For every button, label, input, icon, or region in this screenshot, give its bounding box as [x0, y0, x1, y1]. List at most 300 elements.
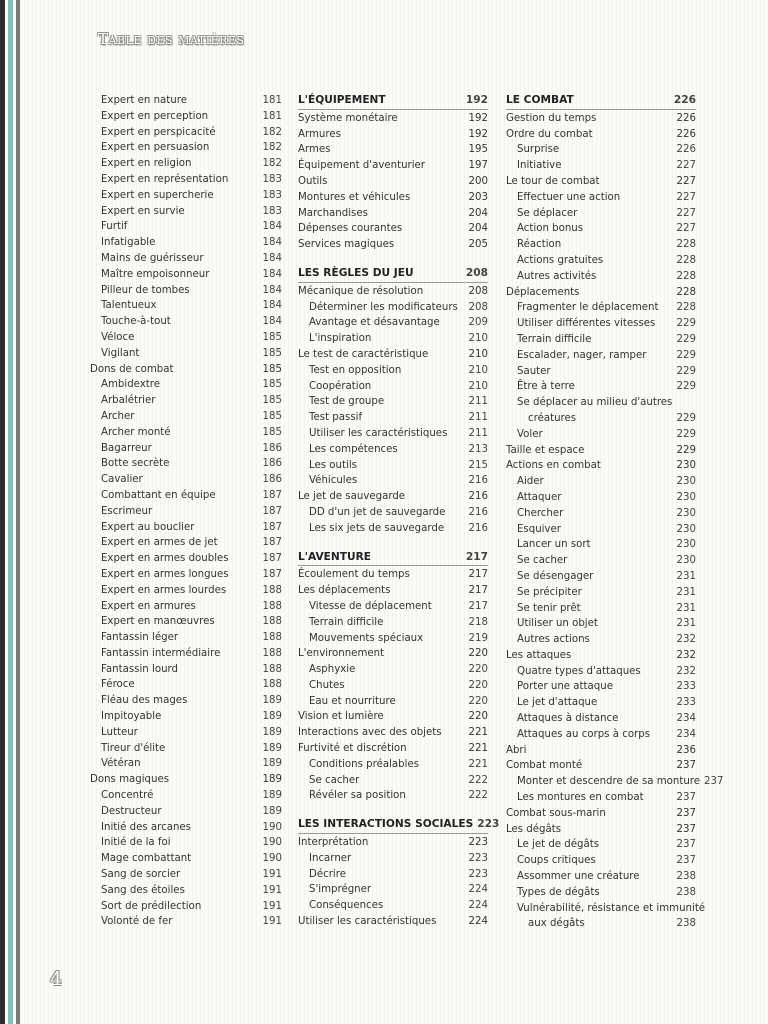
toc-entry-page: 183 — [262, 189, 282, 201]
toc-section-heading[interactable] — [298, 93, 488, 110]
toc-subentry[interactable] — [90, 741, 282, 757]
toc-section-heading[interactable] — [298, 266, 488, 283]
toc-subentry[interactable] — [506, 853, 696, 869]
toc-subentry[interactable] — [298, 882, 488, 898]
toc-section-heading[interactable] — [298, 550, 488, 567]
toc-entry-title: Le jet de dégâts — [517, 839, 600, 851]
toc-subentry[interactable] — [90, 693, 282, 709]
toc-subentry[interactable] — [298, 599, 488, 615]
toc-entry-page: 232 — [676, 665, 696, 677]
toc-entry-page: 185 — [262, 410, 282, 422]
toc-entry-page: 236 — [676, 744, 696, 756]
toc-subentry[interactable] — [90, 504, 282, 520]
toc-entry[interactable] — [506, 458, 696, 474]
toc-subentry[interactable] — [298, 315, 488, 331]
toc-subentry[interactable] — [506, 506, 696, 522]
toc-entry-page: 231 — [676, 602, 696, 614]
toc-entry-title: Types de dégâts — [517, 886, 600, 898]
toc-entry-page: 203 — [468, 191, 488, 203]
toc-entry-title: Se précipiter — [517, 586, 582, 598]
toc-subentry[interactable] — [90, 93, 282, 109]
toc-entry-page: 223 — [468, 868, 488, 880]
toc-entry-page: 217 — [468, 585, 488, 597]
toc-entry[interactable] — [506, 822, 696, 838]
toc-entry-title: Expert en perception — [101, 110, 209, 122]
toc-subentry[interactable] — [506, 601, 696, 617]
toc-subentry[interactable] — [506, 885, 696, 901]
toc-entry-title: Avantage et désavantage — [309, 317, 440, 329]
toc-subentry[interactable] — [298, 757, 488, 773]
toc-entry-page: 189 — [262, 774, 282, 786]
toc-entry[interactable] — [298, 190, 488, 206]
toc-entry-page: 191 — [262, 884, 282, 896]
toc-entry-page: 189 — [262, 711, 282, 723]
toc-entry[interactable] — [506, 758, 696, 774]
toc-entry-page: 184 — [262, 237, 282, 249]
toc-entry-page: 188 — [262, 647, 282, 659]
toc-subentry[interactable] — [506, 774, 724, 790]
toc-entry-page: 232 — [676, 649, 696, 661]
toc-entry[interactable] — [506, 127, 696, 143]
toc-subentry[interactable] — [90, 472, 282, 488]
toc-subentry[interactable] — [298, 458, 488, 474]
toc-entry-title: Dons magiques — [90, 774, 170, 786]
toc-entry-title: Terrain difficile — [309, 616, 384, 628]
toc-column-3 — [506, 93, 724, 932]
toc-entry-page: 204 — [468, 207, 488, 219]
toc-entry-page: 208 — [465, 266, 488, 279]
toc-entry-page: 220 — [468, 711, 488, 723]
toc-subentry[interactable] — [506, 269, 696, 285]
toc-entry-title: Initié de la foi — [101, 837, 171, 849]
toc-entry-title: Expert en armures — [101, 600, 196, 612]
toc-subentry[interactable] — [90, 756, 282, 772]
toc-subentry[interactable] — [506, 237, 696, 253]
toc-subentry[interactable] — [506, 490, 696, 506]
toc-entry-title: Attaquer — [517, 491, 562, 503]
toc-entry-title: Abri — [506, 744, 527, 756]
toc-entry-title: Initiative — [517, 160, 562, 172]
toc-subentry[interactable] — [506, 522, 696, 538]
toc-entry-page: 182 — [262, 142, 282, 154]
toc-subentry[interactable] — [506, 569, 696, 585]
toc-subentry[interactable] — [506, 585, 696, 601]
toc-entry-title: Expert en nature — [101, 95, 187, 106]
toc-entry-title: Véhicules — [309, 475, 358, 487]
toc-entry-title: Vulnérabilité, résistance et immunité — [517, 902, 706, 914]
toc-subentry[interactable] — [506, 221, 696, 237]
toc-section-heading[interactable] — [506, 93, 696, 110]
toc-entry-title: Expert en survie — [101, 205, 185, 217]
toc-subentry[interactable] — [90, 551, 282, 567]
toc-entry-title: Mage combattant — [101, 853, 192, 865]
toc-entry-page: 185 — [262, 395, 282, 407]
toc-entry-title: DD d'un jet de sauvegarde — [309, 506, 446, 518]
toc-entry-page: 228 — [676, 254, 696, 266]
toc-subentry[interactable] — [506, 158, 696, 174]
toc-entry-page: 226 — [676, 128, 696, 140]
toc-subentry[interactable] — [90, 235, 282, 251]
toc-entry-title: Autres activités — [517, 270, 597, 282]
toc-subentry[interactable] — [90, 804, 282, 820]
toc-entry-page: 230 — [676, 491, 696, 503]
toc-subentry[interactable] — [90, 156, 282, 172]
toc-entry-title: Services magiques — [298, 239, 395, 251]
toc-entry[interactable] — [298, 111, 488, 127]
toc-subentry[interactable] — [90, 456, 282, 472]
toc-subentry[interactable] — [298, 410, 488, 426]
toc-entry-title: Se déplacer au milieu d'autres — [517, 397, 673, 409]
toc-entry[interactable] — [506, 806, 696, 822]
toc-subentry[interactable] — [90, 788, 282, 804]
toc-subentry[interactable] — [298, 505, 488, 521]
toc-entry[interactable] — [506, 174, 696, 190]
toc-entry-page: 210 — [468, 333, 488, 345]
toc-entry-title: Fléau des mages — [101, 695, 188, 707]
toc-subentry[interactable] — [298, 331, 488, 347]
toc-subentry[interactable] — [90, 851, 282, 867]
toc-subentry[interactable] — [90, 899, 282, 915]
toc-subentry[interactable] — [90, 646, 282, 662]
toc-entry-title: Expert en supercherie — [101, 189, 214, 201]
toc-entry-page: 189 — [262, 742, 282, 754]
toc-entry-title: Interprétation — [298, 837, 369, 849]
toc-entry-page: 229 — [676, 412, 696, 424]
toc-subentry[interactable] — [506, 411, 696, 427]
toc-entry-page: 217 — [465, 550, 488, 563]
toc-subentry[interactable] — [298, 694, 488, 710]
toc-entry-title: LE COMBAT — [506, 94, 574, 106]
toc-entry-title: Asphyxie — [309, 664, 356, 676]
toc-subentry[interactable] — [90, 599, 282, 615]
toc-subentry[interactable] — [90, 535, 282, 551]
toc-entry-title: Esquiver — [517, 523, 561, 535]
toc-entry-page: 228 — [676, 286, 696, 298]
toc-entry-page: 187 — [262, 521, 282, 533]
toc-subentry[interactable] — [506, 348, 696, 364]
toc-entry-page: 229 — [676, 333, 696, 345]
toc-entry[interactable] — [506, 285, 696, 301]
toc-subentry[interactable] — [90, 488, 282, 504]
toc-entry-page: 227 — [676, 207, 696, 219]
toc-entry-page: 182 — [262, 126, 282, 138]
toc-subentry[interactable] — [506, 206, 696, 222]
toc-entry[interactable] — [298, 206, 488, 222]
toc-entry-page: 238 — [676, 918, 696, 930]
toc-column-2 — [298, 93, 500, 930]
toc-entry-page: 233 — [676, 681, 696, 693]
toc-entry-page: 188 — [262, 584, 282, 596]
toc-entry-page: 184 — [262, 316, 282, 328]
toc-subentry[interactable] — [90, 283, 282, 299]
toc-entry-title: Bagarreur — [101, 442, 152, 454]
toc-subentry[interactable] — [506, 300, 696, 316]
page-number: 4 — [50, 968, 63, 990]
toc-subentry[interactable] — [506, 316, 696, 332]
toc-entry-page: 238 — [676, 886, 696, 898]
toc-entry-title: Test en opposition — [309, 364, 402, 376]
toc-entry-title: Marchandises — [298, 207, 368, 219]
toc-entry-page: 187 — [262, 553, 282, 565]
toc-subentry[interactable] — [90, 835, 282, 851]
toc-entry-title: S'imprégner — [309, 884, 372, 896]
toc-subentry[interactable] — [90, 267, 282, 283]
toc-subentry[interactable] — [506, 379, 696, 395]
toc-entry-title: Ambidextre — [101, 379, 161, 391]
toc-subentry[interactable] — [298, 898, 488, 914]
toc-subentry[interactable] — [90, 188, 282, 204]
toc-entry-page: 219 — [468, 632, 488, 644]
toc-entry-title: Incarner — [309, 852, 352, 864]
toc-subentry[interactable] — [506, 916, 696, 932]
toc-entry-page: 181 — [262, 95, 282, 106]
toc-entry-page: 190 — [262, 853, 282, 865]
toc-entry-title: Utiliser différentes vitesses — [517, 318, 656, 330]
toc-subentry[interactable] — [90, 140, 282, 156]
toc-entry[interactable] — [298, 221, 488, 237]
toc-subentry[interactable] — [90, 393, 282, 409]
toc-subentry[interactable] — [506, 253, 696, 269]
toc-entry[interactable] — [298, 914, 488, 930]
toc-subentry[interactable] — [90, 330, 282, 346]
toc-entry-page: 190 — [262, 837, 282, 849]
toc-entry[interactable] — [90, 772, 282, 788]
toc-subentry[interactable] — [506, 553, 696, 569]
toc-entry-title: Gestion du temps — [506, 112, 597, 124]
toc-entry-title: Réaction — [517, 239, 562, 251]
toc-subentry[interactable] — [506, 837, 696, 853]
toc-entry-page: 191 — [262, 869, 282, 881]
toc-entry-title: Test de groupe — [309, 396, 385, 408]
toc-entry[interactable] — [506, 111, 696, 127]
toc-subentry[interactable] — [90, 662, 282, 678]
toc-entry-title: Être à terre — [517, 381, 575, 393]
toc-subentry[interactable] — [298, 473, 488, 489]
toc-entry-page: 237 — [704, 776, 724, 788]
toc-entry[interactable] — [298, 709, 488, 725]
toc-entry[interactable] — [506, 443, 696, 459]
toc-subentry[interactable] — [90, 409, 282, 425]
toc-entry[interactable] — [298, 284, 488, 300]
toc-subentry[interactable] — [90, 567, 282, 583]
toc-entry[interactable] — [298, 646, 488, 662]
toc-subentry[interactable] — [506, 190, 696, 206]
toc-subentry[interactable] — [298, 615, 488, 631]
toc-entry-page: 237 — [676, 792, 696, 804]
toc-entry-title: Archer — [101, 410, 135, 422]
toc-entry-page: 224 — [468, 900, 488, 912]
toc-subentry[interactable] — [90, 219, 282, 235]
toc-subentry[interactable] — [90, 725, 282, 741]
toc-subentry[interactable] — [298, 662, 488, 678]
toc-entry-title: Armures — [298, 128, 341, 140]
toc-entry-page: 205 — [468, 239, 488, 251]
toc-subentry[interactable] — [90, 172, 282, 188]
toc-subentry[interactable] — [506, 364, 696, 380]
toc-entry-title: Utiliser les caractéristiques — [309, 427, 448, 439]
toc-subentry[interactable] — [506, 395, 696, 411]
toc-entry-page: 230 — [676, 476, 696, 488]
toc-subentry[interactable] — [90, 820, 282, 836]
toc-entry-title: Lancer un sort — [517, 539, 591, 551]
toc-entry[interactable] — [506, 743, 696, 759]
toc-subentry[interactable] — [90, 346, 282, 362]
toc-entry-page: 234 — [676, 728, 696, 740]
toc-section-heading[interactable] — [298, 817, 500, 834]
toc-subentry[interactable] — [506, 537, 696, 553]
toc-subentry[interactable] — [90, 298, 282, 314]
toc-subentry[interactable] — [298, 631, 488, 647]
toc-subentry[interactable] — [90, 314, 282, 330]
toc-subentry[interactable] — [506, 679, 696, 695]
toc-entry-page: 229 — [676, 381, 696, 393]
toc-entry-title: Vision et lumière — [298, 711, 384, 723]
toc-entry[interactable] — [298, 142, 488, 158]
toc-subentry[interactable] — [298, 867, 488, 883]
toc-entry-page: 228 — [676, 239, 696, 251]
toc-subentry[interactable] — [506, 474, 696, 490]
toc-subentry[interactable] — [506, 790, 696, 806]
toc-subentry[interactable] — [506, 727, 696, 743]
toc-subentry[interactable] — [506, 711, 696, 727]
toc-entry-title: Utiliser les caractéristiques — [298, 916, 437, 928]
toc-entry-page: 186 — [262, 442, 282, 454]
toc-entry-title: Les dégâts — [506, 823, 562, 835]
toc-entry-page: 238 — [676, 871, 696, 883]
toc-entry-title: Action bonus — [517, 223, 584, 235]
toc-subentry[interactable] — [90, 377, 282, 393]
toc-subentry[interactable] — [506, 632, 696, 648]
toc-subentry[interactable] — [298, 521, 488, 537]
toc-subentry[interactable] — [506, 901, 706, 917]
toc-subentry[interactable] — [506, 869, 696, 885]
toc-entry-page: 187 — [262, 505, 282, 517]
toc-entry-page: 222 — [468, 790, 488, 802]
toc-subentry[interactable] — [298, 426, 488, 442]
toc-entry-page: 223 — [468, 837, 488, 849]
toc-entry-title: L'environnement — [298, 648, 385, 660]
toc-subentry[interactable] — [90, 251, 282, 267]
toc-subentry[interactable] — [90, 425, 282, 441]
toc-subentry[interactable] — [90, 520, 282, 536]
toc-entry-page: 230 — [676, 507, 696, 519]
toc-subentry[interactable] — [298, 773, 488, 789]
toc-subentry[interactable] — [298, 442, 488, 458]
toc-entry-title: Pilleur de tombes — [101, 284, 190, 296]
toc-entry-page: 210 — [468, 380, 488, 392]
toc-subentry[interactable] — [298, 363, 488, 379]
toc-entry-page: 189 — [262, 758, 282, 770]
toc-entry-page: 185 — [262, 331, 282, 343]
toc-entry-page: 229 — [676, 349, 696, 361]
toc-entry-page: 189 — [262, 695, 282, 707]
toc-entry[interactable] — [298, 835, 488, 851]
toc-subentry[interactable] — [506, 616, 696, 632]
toc-entry[interactable] — [298, 158, 488, 174]
toc-subentry[interactable] — [90, 614, 282, 630]
toc-entry-title: Véloce — [101, 331, 135, 343]
toc-entry-title: Mouvements spéciaux — [309, 632, 424, 644]
toc-subentry[interactable] — [506, 664, 696, 680]
toc-entry[interactable] — [298, 489, 488, 505]
toc-entry-title: Archer monté — [101, 426, 171, 438]
toc-entry[interactable] — [298, 347, 488, 363]
toc-subentry[interactable] — [90, 867, 282, 883]
toc-subentry[interactable] — [298, 851, 488, 867]
toc-entry[interactable] — [90, 362, 282, 378]
toc-subentry[interactable] — [90, 677, 282, 693]
toc-entry-page: 228 — [676, 270, 696, 282]
toc-entry-title: Conséquences — [309, 900, 384, 912]
toc-subentry[interactable] — [298, 788, 488, 804]
toc-entry-page: 209 — [468, 317, 488, 329]
toc-entry-title: Combattant en équipe — [101, 489, 216, 501]
toc-subentry[interactable] — [298, 379, 488, 395]
toc-subentry[interactable] — [90, 883, 282, 899]
toc-entry-title: Expert en perspicacité — [101, 126, 216, 138]
toc-subentry[interactable] — [506, 427, 696, 443]
toc-entry-page: 230 — [676, 539, 696, 551]
toc-entry-page: 229 — [676, 365, 696, 377]
toc-subentry[interactable] — [90, 583, 282, 599]
toc-entry[interactable] — [298, 127, 488, 143]
toc-subentry[interactable] — [506, 332, 696, 348]
toc-subentry[interactable] — [90, 630, 282, 646]
toc-entry-page: 183 — [262, 173, 282, 185]
toc-subentry[interactable] — [298, 300, 488, 316]
toc-entry-title: Mains de guérisseur — [101, 252, 204, 264]
toc-entry-page: 184 — [262, 221, 282, 233]
toc-entry-page: 195 — [468, 144, 488, 156]
toc-entry-title: Initié des arcanes — [101, 821, 191, 833]
toc-subentry[interactable] — [90, 125, 282, 141]
toc-entry[interactable] — [298, 237, 488, 253]
toc-entry-title: Vitesse de déplacement — [309, 600, 432, 612]
toc-subentry[interactable] — [506, 695, 696, 711]
toc-entry-title: aux dégâts — [528, 918, 585, 930]
toc-entry-page: 229 — [676, 444, 696, 456]
toc-entry-page: 183 — [262, 205, 282, 217]
toc-entry-title: Concentré — [101, 790, 154, 802]
toc-entry[interactable] — [506, 648, 696, 664]
toc-entry[interactable] — [298, 583, 488, 599]
toc-entry-page: 197 — [468, 160, 488, 172]
toc-subentry[interactable] — [506, 142, 696, 158]
toc-entry-title: créatures — [528, 412, 577, 424]
toc-entry-title: Les compétences — [309, 443, 398, 455]
toc-entry[interactable] — [298, 741, 488, 757]
toc-entry[interactable] — [298, 725, 488, 741]
toc-subentry[interactable] — [298, 678, 488, 694]
toc-entry-page: 188 — [262, 632, 282, 644]
toc-entry-title: Sort de prédilection — [101, 900, 202, 912]
toc-entry-title: Touche-à-tout — [101, 316, 171, 328]
toc-entry-title: Actions en combat — [506, 460, 601, 472]
toc-subentry[interactable] — [90, 204, 282, 220]
toc-subentry[interactable] — [90, 109, 282, 125]
toc-entry[interactable] — [298, 174, 488, 190]
toc-subentry[interactable] — [298, 394, 488, 410]
toc-subentry[interactable] — [90, 441, 282, 457]
toc-subentry[interactable] — [90, 914, 282, 930]
toc-entry-title: Les montures en combat — [517, 792, 644, 804]
toc-entry-page: 227 — [676, 160, 696, 172]
toc-entry-title: Ordre du combat — [506, 128, 593, 140]
toc-entry-page: 208 — [468, 301, 488, 313]
toc-entry[interactable] — [298, 567, 488, 583]
toc-subentry[interactable] — [90, 709, 282, 725]
toc-entry-page: 208 — [468, 285, 488, 297]
